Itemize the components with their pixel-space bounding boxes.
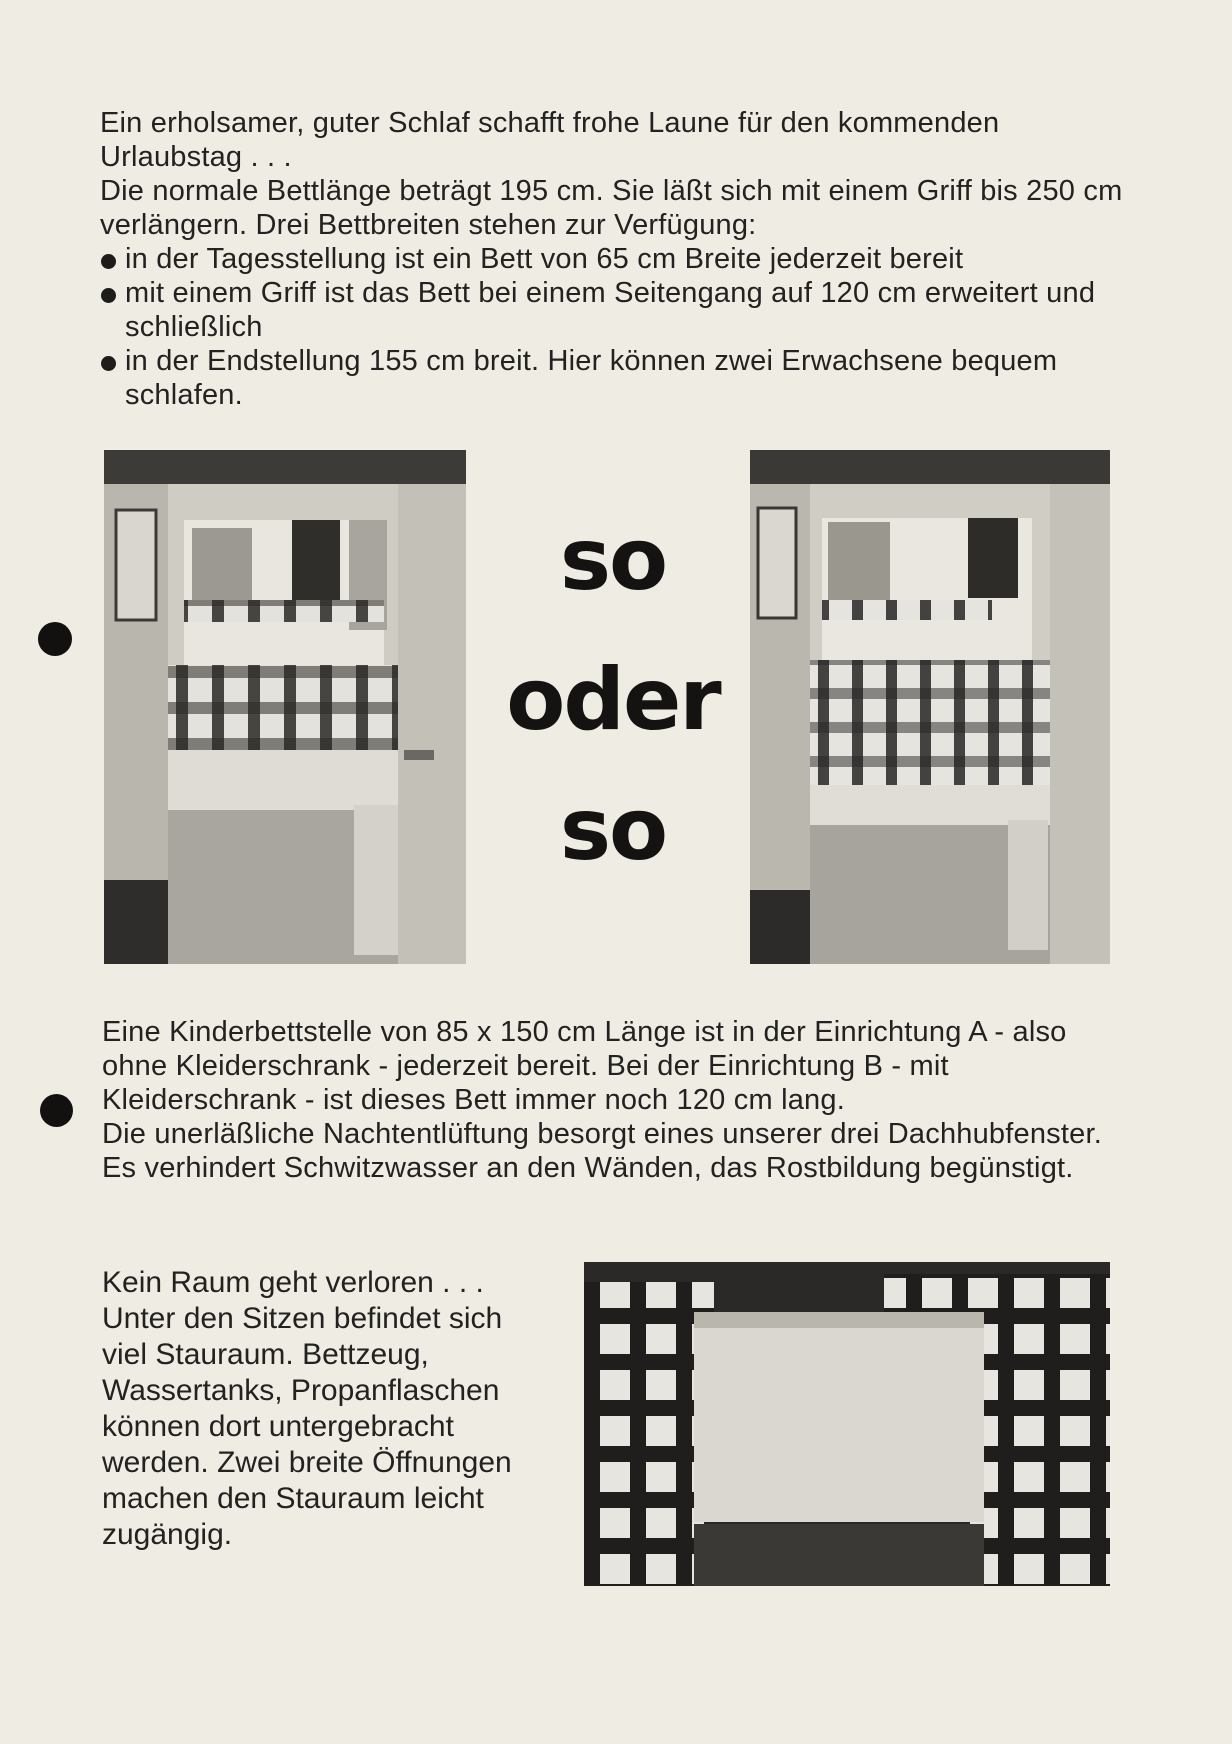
storage-paragraph: Unter den Sitzen befindet sich viel Stauraum. Bettzeug, Wassertanks, Propanflaschen können dort untergebracht werden. Zwei breite Öffnungen machen den Stauraum leicht zugängig. [102,1302,512,1551]
intro-paragraph-1: Ein erholsamer, guter Schlaf schafft frohe Laune für den kommenden Urlaubstag . . . [100,107,1000,173]
punch-hole-lower [40,1094,73,1127]
bullet-item-end-position: in der Endstellung 155 cm breit. Hier können zwei Erwachsene bequem schlafen. [100,344,1130,412]
punch-hole-upper [38,622,72,656]
intro-section [100,106,1130,412]
word-so-bottom: so [559,780,667,880]
intro-paragraph-2: Die normale Bettlänge beträgt 195 cm. Sie läßt sich mit einem Griff bis 250 cm verlängern. Drei Bettbreiten stehen zur Verfügung: [100,175,1123,241]
bullet-item-side-aisle: mit einem Griff ist das Bett bei einem Seitengang auf 120 cm erweitert und schließlich [100,276,1130,344]
child-bed-paragraph: Eine Kinderbettstelle von 85 x 150 cm Länge ist in der Einrichtung A - also ohne Kleiderschrank - jederzeit bereit. Bei der Einrichtung B - mit Kleiderschrank - ist dieses Bett immer noch 120 cm lang. [102,1016,1067,1116]
word-oder: oder [506,650,720,750]
storage-section [102,1265,552,1553]
ventilation-paragraph: Die unerläßliche Nachtentlüftung besorgt eines unserer drei Dachhubfenster. Es verhindert Schwitzwasser an den Wänden, das Rostbildung begünstigt. [102,1118,1102,1184]
storage-heading: Kein Raum geht verloren . . . [102,1266,484,1299]
photo-bed-narrow [104,450,466,964]
bullet-item-day-position: in der Tagesstellung ist ein Bett von 65 cm Breite jederzeit bereit [100,242,1130,276]
photo-bed-wide [750,450,1110,964]
word-so-top: so [559,510,667,610]
middle-section [102,1015,1132,1185]
photo-storage-under-seats [584,1262,1110,1586]
bed-width-list [100,242,1130,412]
